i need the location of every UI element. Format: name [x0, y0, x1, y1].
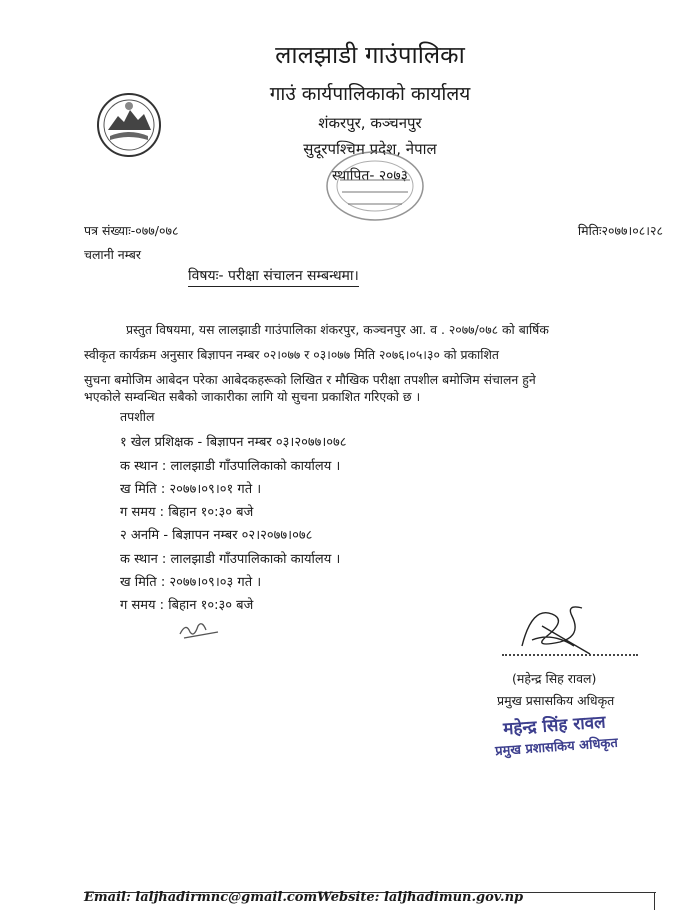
address-line-3: स्थापित- २०७३	[332, 168, 408, 184]
body-line-2: स्वीकृत कार्यक्रम अनुसार बिज्ञापन नम्बर ०२।०७७ र ०३।०७७ मिति २०७६।०५।३० को प्रकाशित	[84, 347, 499, 362]
signatory-title: प्रमुख प्रसासकिय अधिकृत	[497, 693, 615, 708]
signature-icon	[512, 596, 602, 660]
signatory-name: (महेन्द्र सिह रावल)	[512, 671, 597, 686]
detail-item: क स्थान : लालझाडी गाँउपालिकाको कार्यालय ।	[120, 459, 341, 474]
office-name: गाउं कार्यपालिकाको कार्यालय	[269, 83, 471, 105]
municipality-emblem-icon	[96, 92, 162, 158]
detail-item: क स्थान : लालझाडी गाँउपालिकाको कार्यालय ।	[120, 552, 341, 567]
detail-item: ख मिति : २०७७।०९।०१ गते ।	[120, 482, 262, 497]
subject-line: विषयः- परीक्षा संचालन सम्बन्धमा।	[188, 266, 359, 287]
initials-mark-icon	[178, 618, 224, 640]
body-line-4: भएकोले सम्वन्धित सबैको जाकारीका लागि यो सुचना प्रकाशित गरिएको छ ।	[84, 389, 421, 404]
letter-number: पत्र संख्याः-०७७/०७८	[84, 223, 179, 238]
details-heading: तपशील	[120, 409, 155, 424]
letter-date: मितिः२०७७।०८।२८	[577, 223, 663, 238]
body-line-1: प्रस्तुत विषयमा, यस लालझाडी गाउंपालिका शंकरपुर, कञ्चनपुर आ. व . २०७७/०७८ को बार्षिक	[126, 322, 549, 337]
body-line-3: सुचना बमोजिम आबेदन परेका आबेदकहरूको लिखित र मौखिक परीक्षा तपशील बमोजिम संचालन हुने	[84, 372, 536, 387]
dispatch-number: चलानी नम्बर	[84, 247, 142, 262]
title-stamp: प्रमुख प्रशासकिय अधिकृत	[494, 735, 619, 760]
footer-divider-tick	[654, 892, 655, 910]
detail-item: १ खेल प्रशिक्षक - बिज्ञापन नम्बर ०३।२०७७।०७८	[120, 435, 347, 450]
office-stamp-icon	[300, 150, 430, 230]
address-line-1: शंकरपुर, कञ्चनपुर	[318, 114, 422, 132]
organization-name: लालझाडी गाउंपालिका	[275, 41, 465, 69]
detail-item: ख मिति : २०७७।०९।०३ गते ।	[120, 575, 262, 590]
name-stamp: महेन्द्र सिंह रावल	[502, 712, 607, 740]
detail-item: ग समय : बिहान १०:३० बजे	[120, 505, 254, 520]
detail-item: ग समय : बिहान १०:३० बजे	[120, 598, 254, 613]
detail-item: २ अनमि - बिज्ञापन नम्बर ०२।२०७७।०७८	[120, 528, 313, 543]
signature-line	[502, 654, 638, 656]
address-line-2: सुदूरपश्चिम प्रदेश, नेपाल	[303, 140, 437, 158]
footer-contact: Email: laljhadirmnc@gmail.comWebsite: laljhadimun.gov.np	[84, 890, 524, 905]
